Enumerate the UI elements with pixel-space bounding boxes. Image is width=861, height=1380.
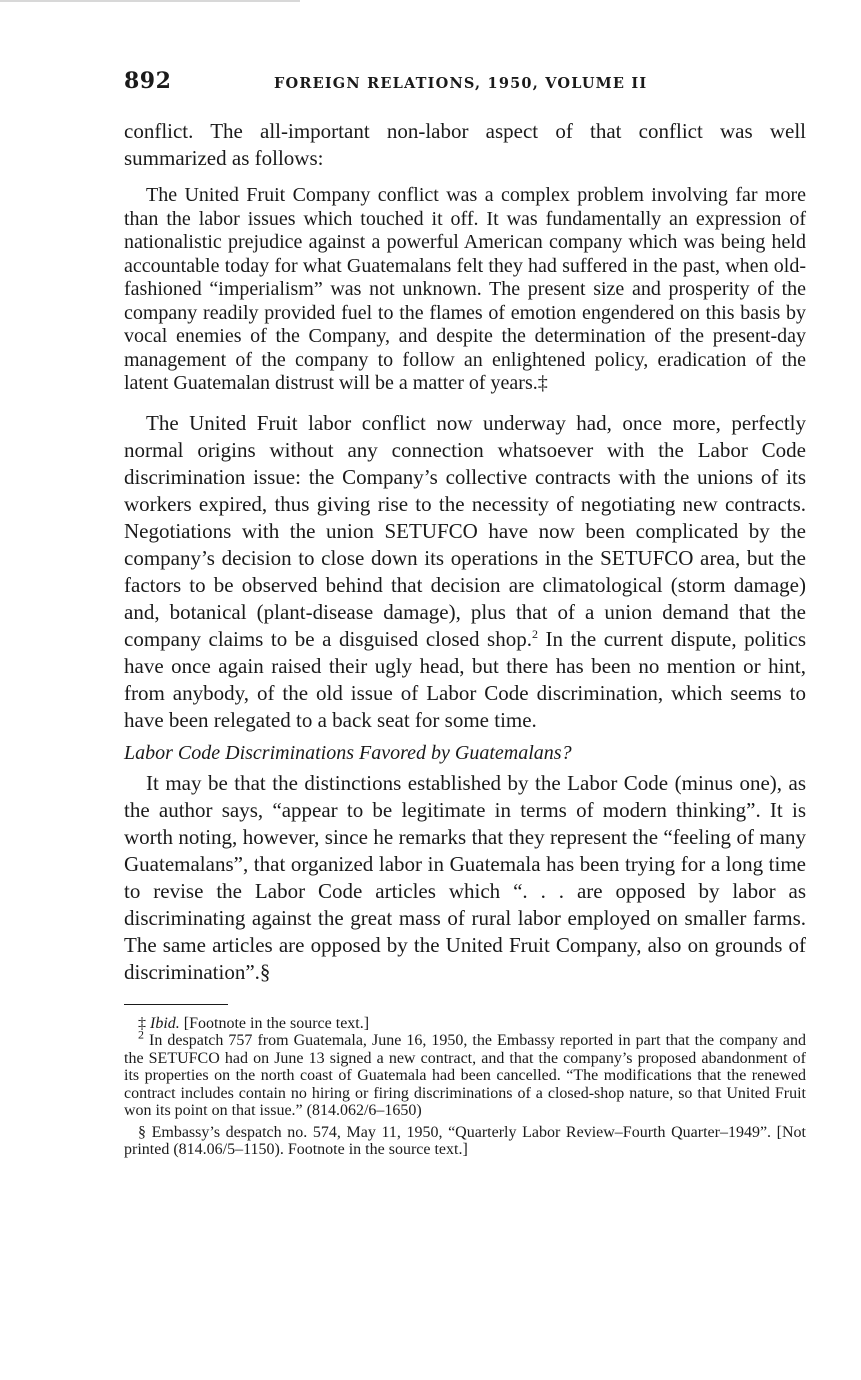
lead-paragraph: conflict. The all-important non-labor aspect of that conflict was well summarized as follows: xyxy=(124,119,806,170)
scan-top-edge xyxy=(0,0,300,2)
footnote-marker: 2 xyxy=(138,1027,144,1042)
footnote-section: § Embassy’s despatch no. 574, May 11, 1950, “Quarterly Labor Review–Fourth Quarter–1949”. [Not printed (814.06/5–1150). Footnote in the source text.] xyxy=(124,1123,806,1158)
block-quote: The United Fruit Company conflict was a complex problem involving far more than the labor issues which touched it off. It was fundamentally an expression of nationalistic prejudice against a powerful American company which was being held accountable today for what Guatemalans felt they had suffered in the past, when old-fashioned “imperialism” was not unknown. The present size and prosperity of the company readily provided fuel to the flames of emotion engendered on this basis by vocal enemies of the Company, and despite the determination of the present-day management of the company to follow an enlightened policy, eradication of the latent Guatemalan distrust will be a matter of years.‡ xyxy=(124,184,806,394)
running-head: FOREIGN RELATIONS, 1950, VOLUME II xyxy=(274,75,648,92)
paragraph-text: The United Fruit labor conflict now underway had, once more, perfectly normal origins without any connection whatsoever with the Labor Code discrimination issue: the Company’s collective contracts with the unions of its workers expired, thus giving rise to the necessity of negotiating new contracts. Negotiations with the union SETUFCO have now been complicated by the company’s decision to close down its operations in the SETUFCO area, but the factors to be observed behind that decision are climatological (storm damage) and, botanical (plant-disease damage), plus that of a union demand that the company claims to be a disguised closed shop. xyxy=(124,410,806,651)
body-paragraph-united-fruit xyxy=(124,410,806,734)
footnote-text: [Footnote in the source text.] xyxy=(179,1014,370,1032)
footnote-text: In despatch 757 from Guatemala, June 16, 1950, the Embassy reported in part that the company and the SETUFCO had on June 13 signed a new contract, and that the company’s proposed abandonment of its properties on the north coast of Guatemala had been cancelled. “The modifications that the renewed contract includes contain no hiring or firing discriminations of a closed-shop nature, so that United Fruit won its point on that issue.” (814.062/6–1650) xyxy=(124,1032,806,1119)
section-subheading: Labor Code Discriminations Favored by Guatemalans? xyxy=(124,741,572,764)
paragraph-text-continued: In the current dispute, politics have once again raised their ugly head, but there has been no mention or hint, from anybody, of the old issue of Labor Code discrimination, which seems to have been relegated to a back seat for some time. xyxy=(124,626,806,732)
footnote-marker: ‡ xyxy=(138,1014,150,1032)
footnote-ref-2[interactable]: 2 xyxy=(531,626,538,641)
document-page xyxy=(124,68,806,1159)
body-paragraph-labor-code: It may be that the distinctions established by the Labor Code (minus one), as the author says, “appear to be legitimate in terms of modern thinking”. It is worth noting, however, since he remarks that they represent the “feeling of many Guatemalans”, that organized labor in Guatemala has been trying for a long time to revise the Labor Code articles which “. . . are opposed by labor as discriminating against the great mass of rural labor employed on smaller farms. The same articles are opposed by the United Fruit Company, also on grounds of discrimination”.§ xyxy=(124,770,806,984)
page-number: 892 xyxy=(124,68,172,94)
footnote-divider xyxy=(124,1004,228,1005)
footnotes xyxy=(124,1015,806,1159)
footnote-ibid xyxy=(124,1015,806,1033)
page-header xyxy=(124,68,806,108)
footnote-2 xyxy=(124,1027,806,1120)
footnote-ibid-label: Ibid. xyxy=(150,1014,180,1032)
